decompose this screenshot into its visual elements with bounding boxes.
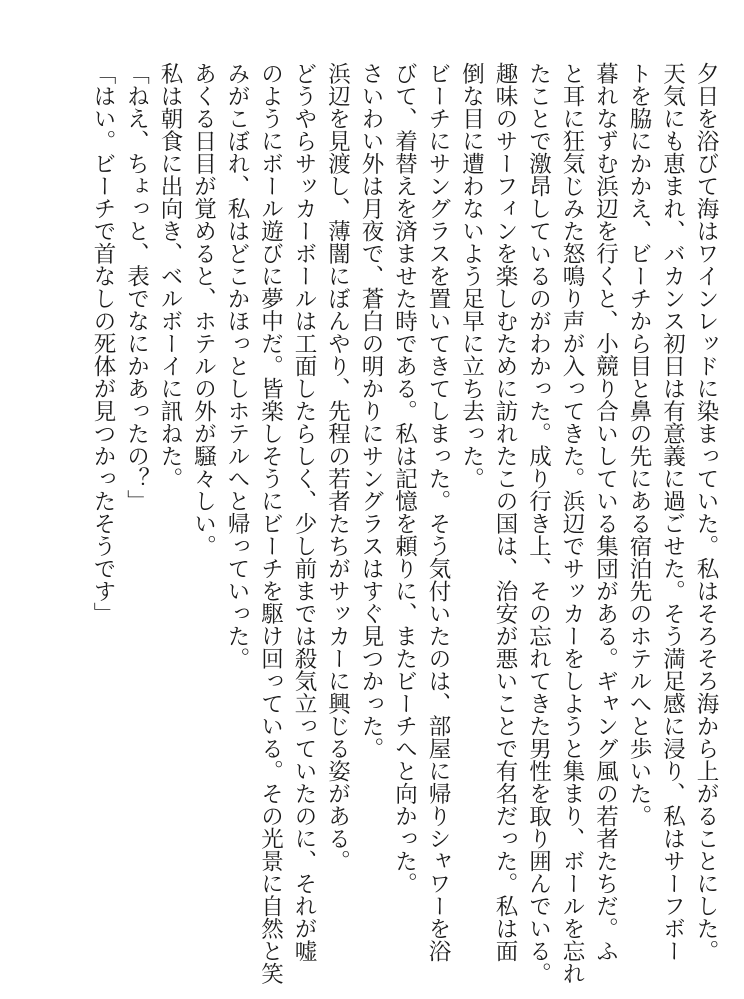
text-line: 夕日を浴びて海はワインレッドに染まっていた。私はそろそろ海から上がることにした。 [693, 62, 719, 962]
text-line: 暮れなずむ浜辺を行くと、小競り合いしている集団がある。ギャング風の若者たちだ。ふ [592, 62, 619, 962]
text-line: 趣味のサーフィンを楽しむために訪れたこの国は、治安が悪いことで有名だった。私は面 [492, 62, 518, 962]
text-line: 天気にも恵まれ、バカンス初日は有意義に過ごせた。そう満足感に浸り、私はサーフボー [659, 62, 686, 962]
story-text [86, 62, 723, 985]
text-line: 私は朝食に出向き、ベルボーイに訊ねた。 [157, 62, 183, 490]
text-line: どうやらサッカーボールは工面したらしく、少し前までは殺気立っていたのに、それが嘘 [291, 62, 317, 962]
text-line: みがこぼれ、私はどこかほっとしホテルへと帰っていった。 [224, 62, 250, 670]
text-line: あくる日目が覚めると、ホテルの外が騒々しい。 [190, 62, 217, 557]
text-line: びて、着替えを済ませた時である。私は記憶を頼りに、またビーチへと向かった。 [391, 62, 418, 895]
text-line: ビーチにサングラスを置いてきてしまった。そう気付いたのは、部屋に帰りシャワーを浴 [425, 62, 451, 962]
text-line: と耳に狂気じみた怒鳴り声が入ってきた。浜辺でサッカーをしようと集まり、ボールを忘れ [559, 62, 585, 985]
dialogue-line: 「ねえ、ちょっと、表でなにかあったの？」 [123, 62, 150, 512]
text-line: 浜辺を見渡し、薄闇にぼんやり、先程の若者たちがサッカーに興じる姿がある。 [324, 62, 351, 872]
text-line: 倒な目に遭わないよう足早に立ち去った。 [458, 62, 485, 490]
text-line: トを脇にかかえ、ビーチから目と鼻の先にある宿泊先のホテルへと歩いた。 [626, 62, 652, 827]
text-line: のようにボール遊びに夢中だ。皆楽しそうにビーチを駆け回っている。その光景に自然と笑 [257, 62, 284, 985]
dialogue-line: 「はい。ビーチで首なしの死体が見つかったそうです」 [90, 62, 116, 625]
text-line: たことで激昂しているのがわかった。成り行き上、その忘れてきた男性を取り囲んでいる。 [525, 62, 552, 985]
text-line: さいわい外は月夜で、蒼白の明かりにサングラスはすぐ見つかった。 [358, 62, 384, 760]
